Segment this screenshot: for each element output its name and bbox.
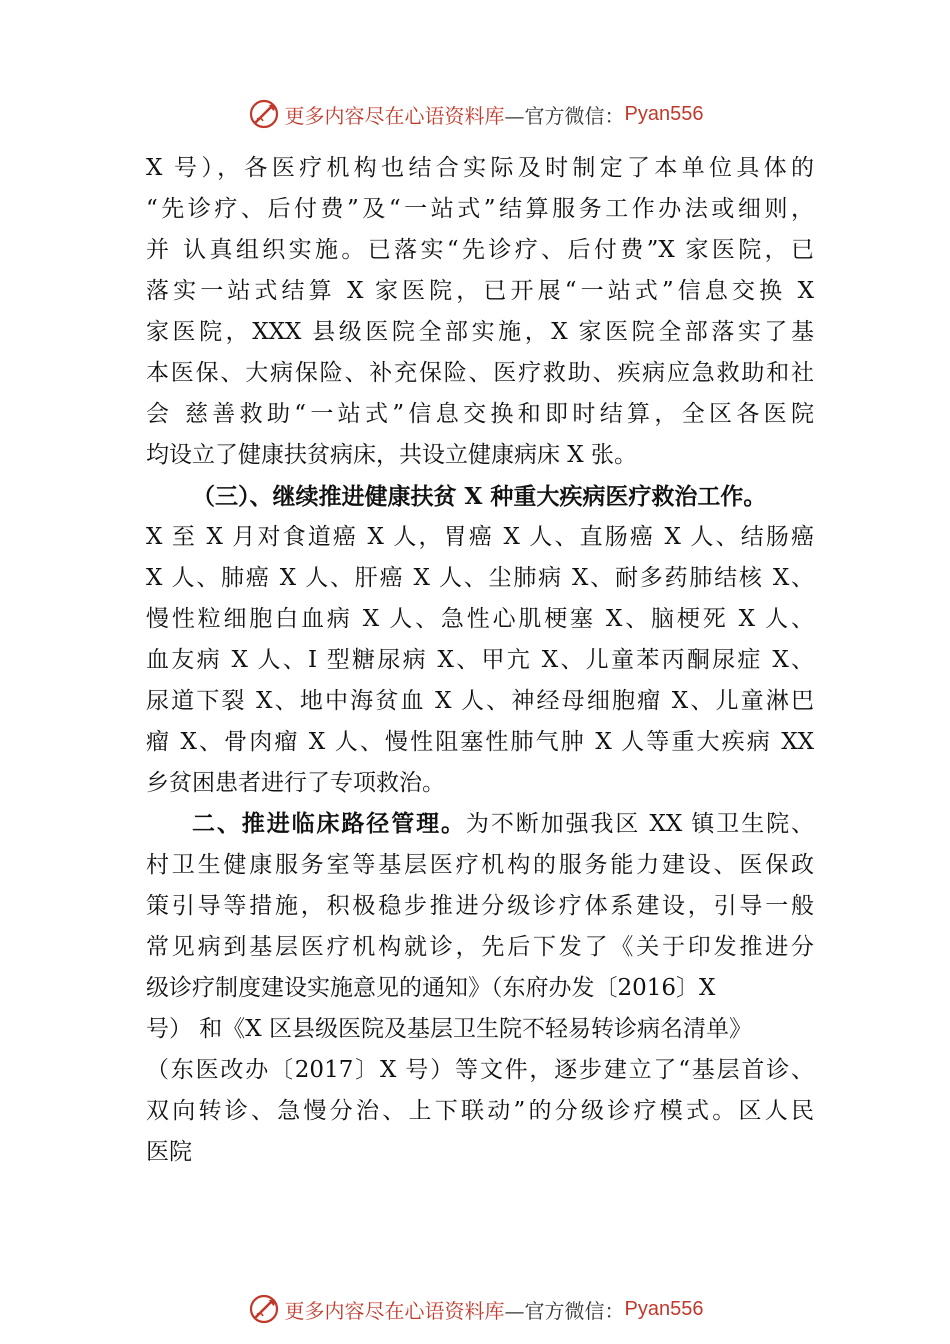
text-line: 尿道下裂 X、地中海贫血 X 人、神经母细胞瘤 X、儿童淋巴	[146, 688, 814, 714]
paragraph-1	[146, 148, 814, 476]
banner-separator: —官方微信：	[504, 1298, 625, 1323]
text-line: X 人、肺癌 X 人、肝癌 X 人、尘肺病 X、耐多药肺结核 X、	[146, 565, 814, 591]
text-line: 瘤 X、骨肉瘤 X 人、慢性阻塞性肺气肿 X 人等重大疾病 XX	[146, 729, 814, 755]
text-line: 级诊疗制度建设实施意见的通知》（东府办发〔2016〕X	[146, 975, 716, 1001]
heading-rest-text: 为不断加强我区 XX 镇卫生院、	[465, 811, 814, 837]
paragraph-2	[146, 476, 814, 804]
text-line: 本医保、大病保险、补充保险、医疗救助、疾病应急救助和社	[146, 360, 814, 386]
text-line: X 至 X 月对食道癌 X 人，胃癌 X 人、直肠癌 X 人、结肠癌	[146, 524, 814, 550]
text-line	[146, 804, 814, 845]
banner-wechat-id: Pyan556	[624, 1297, 704, 1320]
quill-seal-icon	[247, 97, 281, 131]
text-line: （东医改办〔2017〕X 号）等文件，逐步建立了“基层首诊、	[146, 1057, 814, 1083]
text-line: 双向转诊、急慢分治、上下联动”的分级诊疗模式。区人民	[146, 1098, 814, 1124]
banner-separator: —官方微信：	[504, 103, 625, 128]
text-line: 村卫生健康服务室等基层医疗机构的服务能力建设、医保政	[146, 852, 814, 878]
text-line: “先诊疗、后付费”及“一站式”结算服务工作办法或细则，	[146, 196, 814, 222]
footer-watermark-banner	[0, 1287, 950, 1331]
text-line: 家医院，XXX 县级医院全部实施，X 家医院全部落实了基	[146, 319, 814, 345]
banner-text: 更多内容尽在心语资料库	[284, 103, 505, 128]
text-line: 常见病到基层医疗机构就诊，先后下发了《关于印发推进分	[146, 934, 814, 960]
banner-wechat-id: Pyan556	[624, 102, 704, 125]
text-line: 医院	[146, 1139, 192, 1165]
text-line: 号） 和《X 区县级医院及基层卫生院不轻易转诊病名清单》	[146, 1016, 752, 1042]
document-body	[146, 148, 814, 1173]
text-line: 血友病 X 人、I 型糖尿病 X、甲亢 X、儿童苯丙酮尿症 X、	[146, 647, 814, 673]
header-watermark-banner	[0, 92, 950, 136]
section-heading-2: 二、推进临床路径管理。	[192, 811, 466, 837]
text-line: 策引导等措施，积极稳步推进分级诊疗体系建设，引导一般	[146, 893, 814, 919]
quill-seal-icon	[247, 1292, 281, 1326]
text-line: 均设立了健康扶贫病床，共设立健康病床 X 张。	[146, 442, 637, 468]
text-line: 会 慈善救助“一站式”信息交换和即时结算，全区各医院	[146, 401, 814, 427]
text-line: 落实一站式结算 X 家医院，已开展“一站式”信息交换 X	[146, 278, 814, 304]
banner-text: 更多内容尽在心语资料库	[284, 1298, 505, 1323]
text-line: X 号），各医疗机构也结合实际及时制定了本单位具体的	[146, 155, 814, 181]
text-line: 乡贫困患者进行了专项救治。	[146, 770, 445, 796]
text-line: 慢性粒细胞白血病 X 人、急性心肌梗塞 X、脑梗死 X 人、	[146, 606, 814, 632]
paragraph-3	[146, 804, 814, 1173]
section-heading-3: （三）、继续推进健康扶贫 X 种重大疾病医疗救治工作。	[192, 483, 767, 510]
text-line: 并 认真组织实施。已落实“先诊疗、后付费”X 家医院，已	[146, 237, 814, 263]
